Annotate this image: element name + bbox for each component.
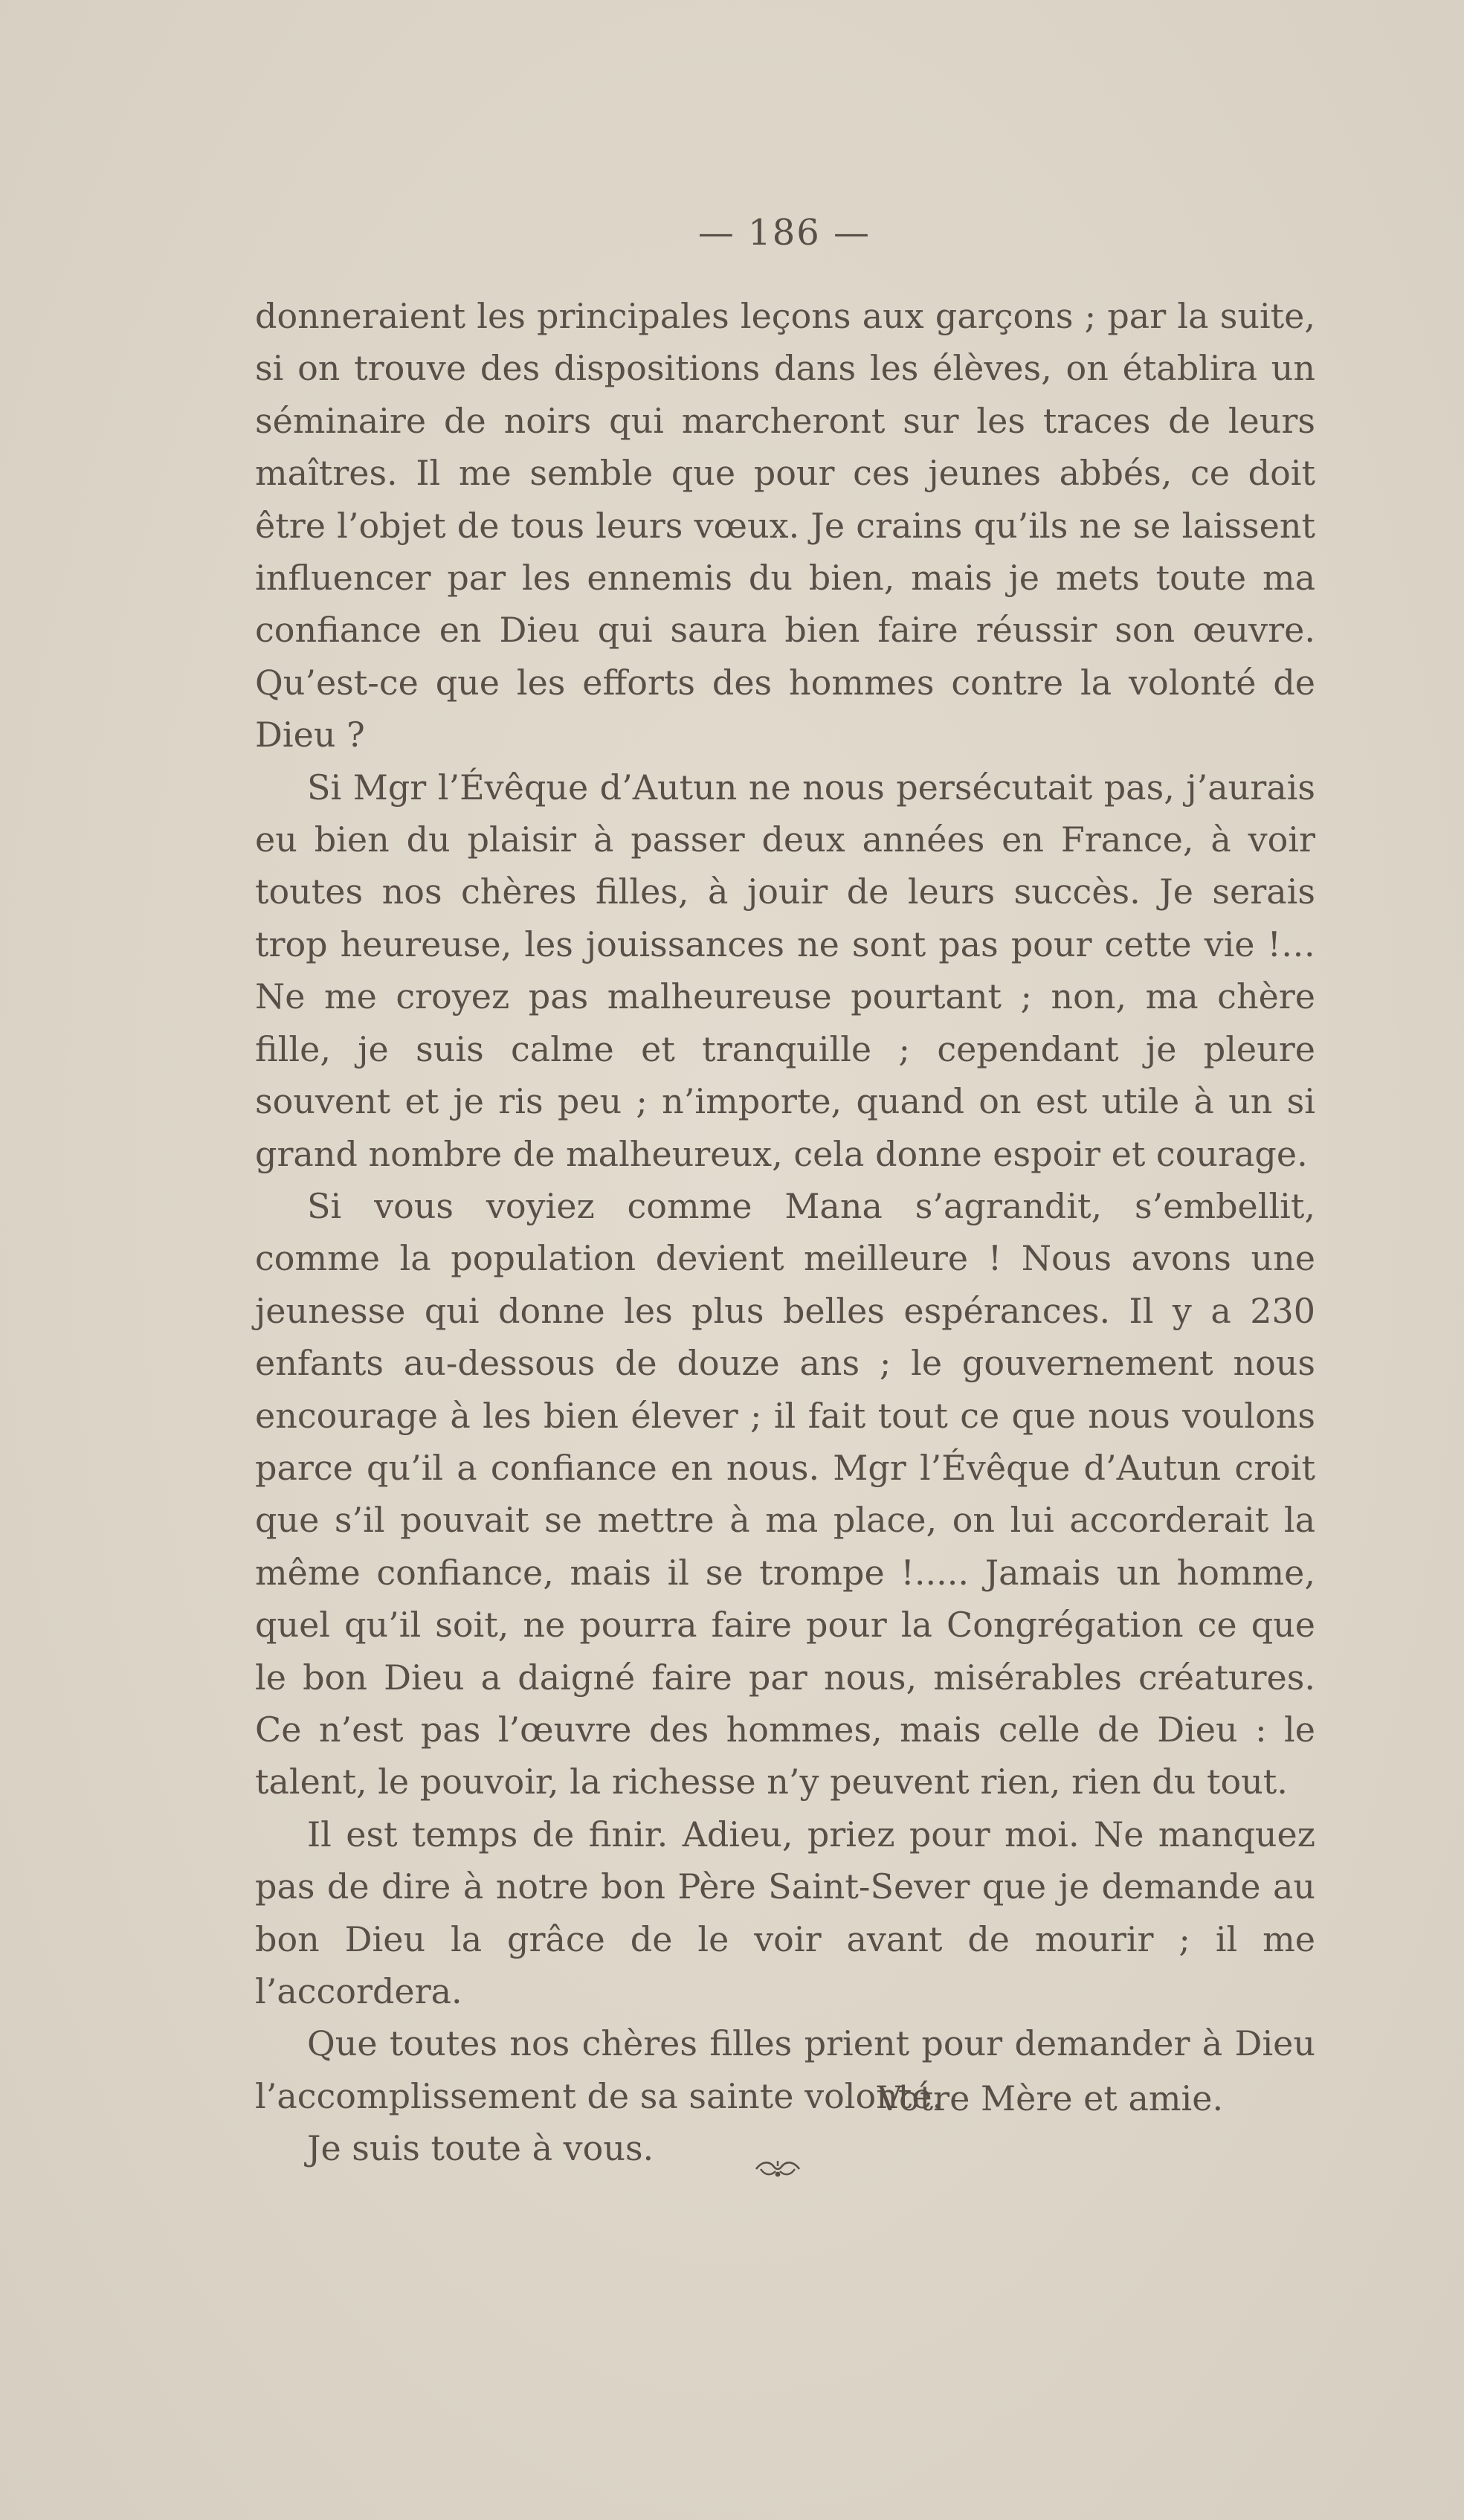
fleuron-ornament-icon: [753, 2156, 802, 2182]
paragraph: Il est temps de finir. Adieu, priez pour moi. Ne manquez pas de dire à notre bon Père Saint-Sever que je demande au bon Dieu la grâce de le voir avant de mourir ; il me l’accordera.: [255, 1814, 1315, 2011]
body-text: [255, 290, 1315, 2175]
paragraph: Si Mgr l’Évêque d’Autun ne nous persécutait pas, j’aurais eu bien du plaisir à passer deux années en France, à voir toutes nos chères filles, à jouir de leurs succès. Je serais trop heureuse, les jouissances ne sont pas pour cette vie !… Ne me croyez pas malheureuse pourtant ; non, ma chère fille, je suis calme et tranquille ; cependant je pleure souvent et je ris peu ; n’importe, quand on est utile à un si grand nombre de malheureux, cela donne espoir et courage.: [255, 767, 1315, 1174]
paragraph: Si vous voyiez comme Mana s’agrandit, s’embellit, comme la population devient meilleure ! Nous avons une jeunesse qui donne les plus belles espérances. Il y a 230 enfants au-dessous de douze ans ; le gouvernement nous encourage à les bien élever ; il fait tout ce que nous voulons parce qu’il a confiance en nous. Mgr l’Évêque d’Autun croit que s’il pouvait se mettre à ma place, on lui accorderait la même confiance, mais il se trompe !..... Jamais un homme, quel qu’il soit, ne pourra faire pour la Congrégation ce que le bon Dieu a daigné faire par nous, misérables créatures. Ce n’est pas l’œuvre des hommes, mais celle de Dieu : le talent, le pouvoir, la richesse n’y peuvent rien, rien du tout.: [255, 1185, 1315, 1802]
paragraph-continued: donneraient les principales leçons aux garçons ; par la suite, si on trouve des dispositions dans les élèves, on établira un séminaire de noirs qui marcheront sur les traces de leurs maîtres. Il me semble que pour ces jeunes abbés, ce doit être l’objet de tous leurs vœux. Je crains qu’ils ne se laissent influencer par les ennemis du bien, mais je mets toute ma confiance en Dieu qui saura bien faire réussir son œuvre. Qu’est-ce que les efforts des hommes contre la volonté de Dieu ?: [255, 296, 1315, 755]
page-number: — 186 —: [697, 212, 871, 254]
paragraph: Je suis toute à vous.: [307, 2128, 654, 2169]
letter-signoff: Votre Mère et amie.: [877, 2078, 1224, 2118]
paragraph: Que toutes nos chères filles prient pour demander à Dieu l’accomplissement de sa sainte volonté.: [255, 2023, 1315, 2116]
